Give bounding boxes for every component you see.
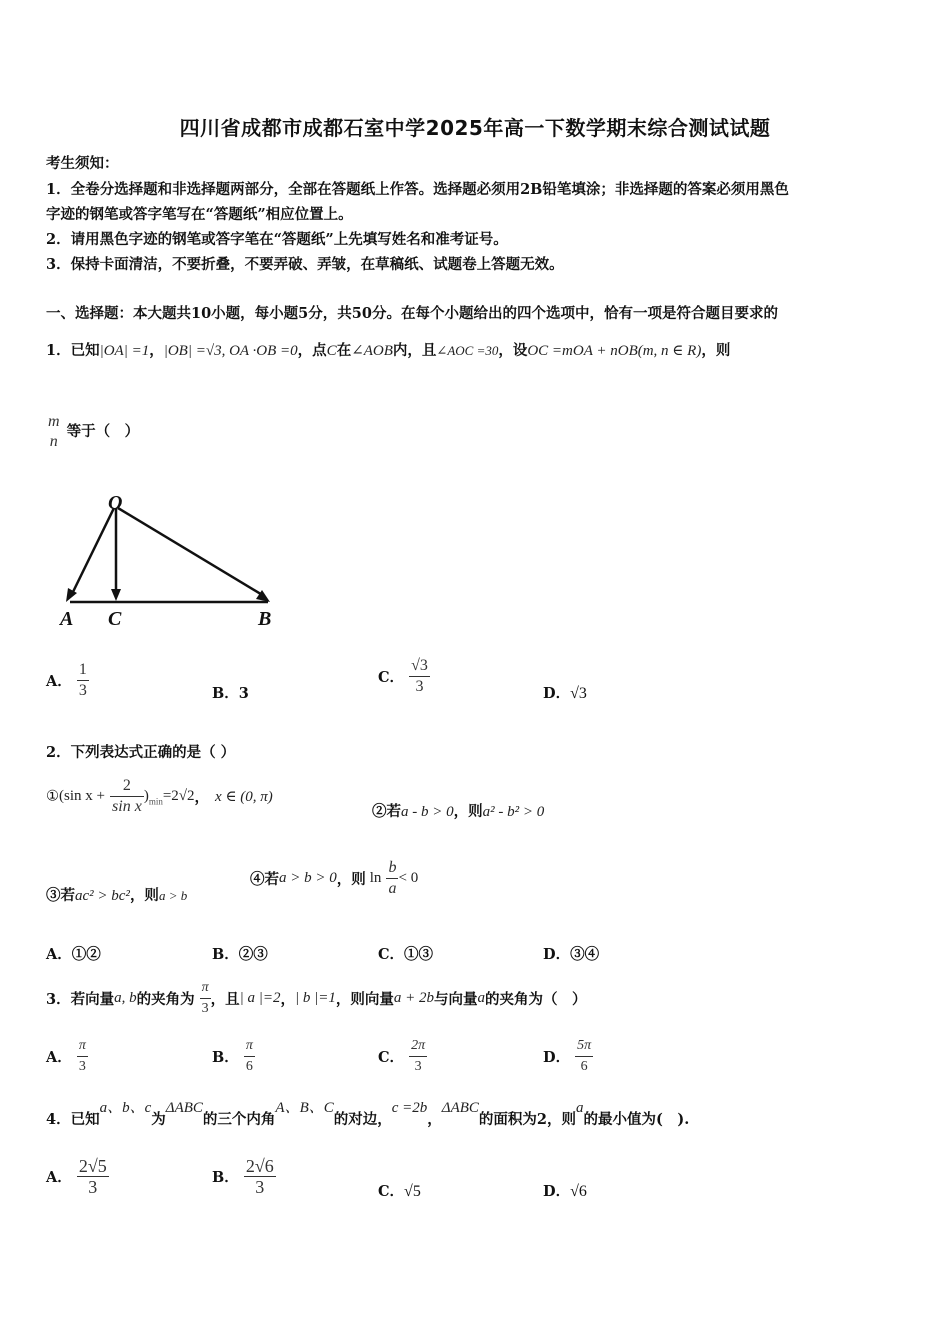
- q1-option-c-label: C．: [378, 669, 405, 686]
- q3-option-c-num: 2π: [409, 1036, 427, 1057]
- label-c: C: [108, 608, 122, 630]
- q3-option-b[interactable]: [212, 1036, 255, 1077]
- q1-math-oa: |OA| =1: [99, 343, 150, 359]
- q2-option-c[interactable]: C．①③: [378, 946, 434, 963]
- q3-option-b-num: π: [244, 1036, 255, 1057]
- q2-s2-result: a² - b² > 0: [482, 804, 545, 820]
- q3-angle-den: 3: [201, 1001, 209, 1016]
- q4-text-6: 的面积为2，则: [478, 1111, 577, 1128]
- q4-option-b-num: 2√6: [245, 1156, 274, 1176]
- q1-text-3: 在: [336, 342, 352, 359]
- q2-statement-1: [46, 776, 273, 817]
- label-b: B: [258, 608, 272, 630]
- q2-s1-domain: x ∈ (0, π): [215, 789, 273, 805]
- q3-text-3: ，且: [210, 991, 240, 1008]
- q2-statement-2: [372, 800, 544, 821]
- q4-math-triangle: ΔABC: [165, 1100, 203, 1116]
- q2-option-d[interactable]: D．③④: [543, 946, 600, 963]
- q1-option-d-label: D．: [543, 685, 571, 702]
- q4-option-a-den: 3: [88, 1177, 98, 1197]
- q1-math-ob: |OB| =√3, OA ·OB =0: [163, 343, 298, 359]
- q3-option-b-fraction: [244, 1036, 255, 1077]
- q2-s4-num: b: [386, 858, 398, 879]
- q3-angle-fraction: [200, 978, 211, 1019]
- notice-line-2: 2．请用黑色字迹的钢笔或答字笔在“答题纸”上先填写姓名和准考证号。: [46, 231, 508, 248]
- q3-angle-num: π: [200, 978, 211, 999]
- q1-option-a-num: 1: [77, 660, 89, 681]
- q3-text-2: 的夹角为: [136, 991, 195, 1008]
- q3-text-1: 3．若向量: [46, 991, 115, 1008]
- label-o: O: [108, 492, 123, 514]
- q2-s2-then: ，则: [453, 803, 483, 820]
- q2-s4-fraction: [386, 858, 398, 899]
- q3-math-ab: a, b: [114, 990, 137, 1006]
- q1-math-oc: OC =mOA + nOB(m, n ∈ R): [527, 343, 702, 359]
- q3-option-c-fraction: [409, 1036, 427, 1077]
- q3-option-d-fraction: [575, 1036, 593, 1077]
- q4-option-d-value: √6: [570, 1183, 587, 1200]
- q2-s1-fraction: [110, 776, 144, 817]
- q4-option-c-label: C．: [378, 1183, 405, 1200]
- q1-ratio-fraction: [46, 412, 62, 452]
- q3-math-sum: a + 2b: [393, 990, 435, 1006]
- q1-option-c-den: 3: [415, 678, 424, 695]
- notice-line-3: 3．保持卡面清洁，不要折叠，不要弄破、弄皱，在草稿纸、试题卷上答题无效。: [46, 256, 564, 273]
- q1-option-a-den: 3: [78, 682, 87, 699]
- q1-option-c-num: √3: [409, 656, 430, 677]
- q1-option-a-fraction: [77, 660, 89, 701]
- q3-option-a-num: π: [77, 1036, 88, 1057]
- q2-s1-comma: ，: [194, 789, 210, 806]
- q2-statement-3: [46, 884, 187, 905]
- q4-option-b-label: B．: [212, 1169, 239, 1186]
- notice-line-1b: 字迹的钢笔或答字笔写在“答题纸”相应位置上。: [46, 206, 353, 223]
- q1-ratio-num: m: [48, 413, 60, 430]
- q3-option-c[interactable]: [378, 1036, 427, 1077]
- q3-math-b-norm: | b |=1: [295, 990, 336, 1006]
- q4-option-b-fraction: [244, 1156, 276, 1197]
- vector-oa: [71, 508, 114, 596]
- q1-text-4: 内，且: [392, 342, 437, 359]
- q3-option-d-label: D．: [543, 1049, 571, 1066]
- q1-math-angle: ∠AOB: [351, 343, 393, 359]
- q1-triangle-figure: [56, 492, 286, 637]
- q2-s2-cond: a - b > 0: [401, 804, 454, 820]
- q3-math-a-norm: | a |=2: [239, 990, 281, 1006]
- q4-math-c-eq: c =2b: [391, 1100, 428, 1116]
- q4-math-angles: A、B、C: [275, 1100, 334, 1116]
- q4-option-b-den: 3: [255, 1177, 265, 1197]
- notice-heading: 考生须知：: [46, 155, 119, 172]
- q2-s3-then: ，则: [129, 887, 159, 904]
- arrow-c-icon: [111, 589, 121, 601]
- q2-s1-eq: =2√2: [162, 788, 195, 804]
- notice-line-1: 1．全卷分选择题和非选择题两部分，全部在答题纸上作答。选择题必须用2B铅笔填涂；非选择题的答案必须用黑色: [46, 181, 789, 198]
- q3-option-b-den: 6: [245, 1059, 253, 1074]
- q2-s4-mark: ④若: [250, 871, 279, 888]
- q2-statement-4: [250, 858, 418, 899]
- q1-prefix: 1．已知: [46, 342, 100, 359]
- q1-option-d[interactable]: [543, 682, 587, 703]
- q4-option-c-value: √5: [404, 1183, 421, 1200]
- q1-math-aoc: ∠AOC =30: [436, 343, 499, 358]
- q3-option-d-num: 5π: [575, 1036, 593, 1057]
- q2-s4-cond: a > b > 0: [279, 870, 337, 886]
- q2-s1-min: min: [148, 796, 163, 807]
- question-4-stem: [46, 1100, 690, 1129]
- q1-tail: 等于（ ）: [66, 423, 140, 440]
- q1-sep: ，: [149, 342, 164, 359]
- q1-option-c[interactable]: [378, 656, 430, 697]
- section-heading: 一、选择题：本大题共10小题，每小题5分，共50分。在每个小题给出的四个选项中，恰有一项是符合题目要求的: [46, 305, 778, 322]
- q3-option-a-label: A．: [46, 1049, 72, 1066]
- q4-text-1: 4．已知: [46, 1111, 100, 1128]
- q1-option-a[interactable]: [46, 660, 89, 701]
- q4-option-a-num: 2√5: [78, 1156, 107, 1176]
- q2-s2-mark: ②若: [372, 803, 401, 820]
- q4-math-abc: a、b、c: [99, 1100, 152, 1116]
- question-1-stem: [46, 339, 730, 360]
- q3-option-d-den: 6: [580, 1059, 588, 1074]
- q3-math-a: a: [477, 990, 486, 1006]
- q2-s1-expr-b: ): [143, 788, 149, 804]
- q2-s4-lt: < 0: [398, 870, 419, 886]
- vector-ob: [118, 508, 264, 596]
- q4-math-a: a: [576, 1100, 584, 1116]
- q4-option-b[interactable]: [212, 1156, 276, 1197]
- q1-option-c-fraction: [409, 656, 430, 697]
- q3-option-c-den: 3: [414, 1059, 422, 1074]
- q2-s3-cond: ac² > bc²: [75, 888, 130, 904]
- arrow-a-icon: [66, 588, 77, 602]
- q3-text-7: 的夹角为（ ）: [485, 991, 587, 1008]
- q4-option-a-fraction: [77, 1156, 109, 1197]
- q3-option-d[interactable]: [543, 1036, 593, 1077]
- q2-option-a[interactable]: A．①②: [46, 946, 101, 963]
- q4-option-c[interactable]: [378, 1180, 421, 1201]
- q2-s4-ln: ln: [369, 870, 382, 886]
- q4-text-4: 的对边，: [333, 1111, 392, 1128]
- q3-option-b-label: B．: [212, 1049, 239, 1066]
- q4-option-d-label: D．: [543, 1183, 571, 1200]
- q3-text-5: ，则向量: [335, 991, 394, 1008]
- q4-text-2: 为: [151, 1111, 166, 1128]
- q3-option-a-fraction: [77, 1036, 88, 1077]
- q2-s1-num: 2: [110, 776, 144, 797]
- q4-text-3: 的三个内角: [202, 1111, 276, 1128]
- q1-option-a-label: A．: [46, 673, 72, 690]
- q2-s4-then: ，则: [336, 871, 366, 888]
- q3-option-a[interactable]: [46, 1036, 88, 1077]
- q4-option-a[interactable]: [46, 1156, 109, 1197]
- q1-option-d-value: √3: [570, 685, 587, 702]
- q3-option-c-label: C．: [378, 1049, 405, 1066]
- label-a: A: [60, 608, 74, 630]
- q4-text-7: 的最小值为( ).: [583, 1111, 690, 1128]
- q1-ratio-line: [46, 412, 139, 452]
- q4-option-a-label: A．: [46, 1169, 72, 1186]
- q1-option-b[interactable]: B．3: [212, 685, 249, 702]
- q1-ratio-den: n: [49, 433, 58, 450]
- q2-s1-mark: ①: [46, 788, 59, 805]
- q1-text-5: ，设: [498, 342, 528, 359]
- q4-text-5: ，: [427, 1111, 442, 1128]
- q1-text-6: ，则: [701, 342, 731, 359]
- q3-option-a-den: 3: [78, 1059, 86, 1074]
- page-title: 四川省成都市成都石室中学2025年高一下数学期末综合测试试题: [179, 116, 771, 140]
- q3-text-4: ，: [280, 991, 296, 1008]
- q3-text-6: 与向量: [434, 991, 478, 1008]
- question-3-stem: [46, 978, 587, 1019]
- q2-s3-result: a > b: [158, 888, 188, 903]
- q2-s4-den: a: [388, 880, 397, 897]
- q2-s1-den: sin x: [112, 798, 142, 815]
- q2-s1-expr-a: (sin x +: [59, 788, 105, 804]
- q1-text-2: ，点: [297, 342, 327, 359]
- q4-math-triangle-2: ΔABC: [441, 1100, 479, 1116]
- q1-math-c: C: [326, 343, 337, 359]
- q4-option-d[interactable]: [543, 1180, 587, 1201]
- q2-s3-mark: ③若: [46, 887, 75, 904]
- q2-option-b[interactable]: B．②③: [212, 946, 268, 963]
- question-2-stem: 2．下列表达式正确的是（ ）: [46, 744, 236, 761]
